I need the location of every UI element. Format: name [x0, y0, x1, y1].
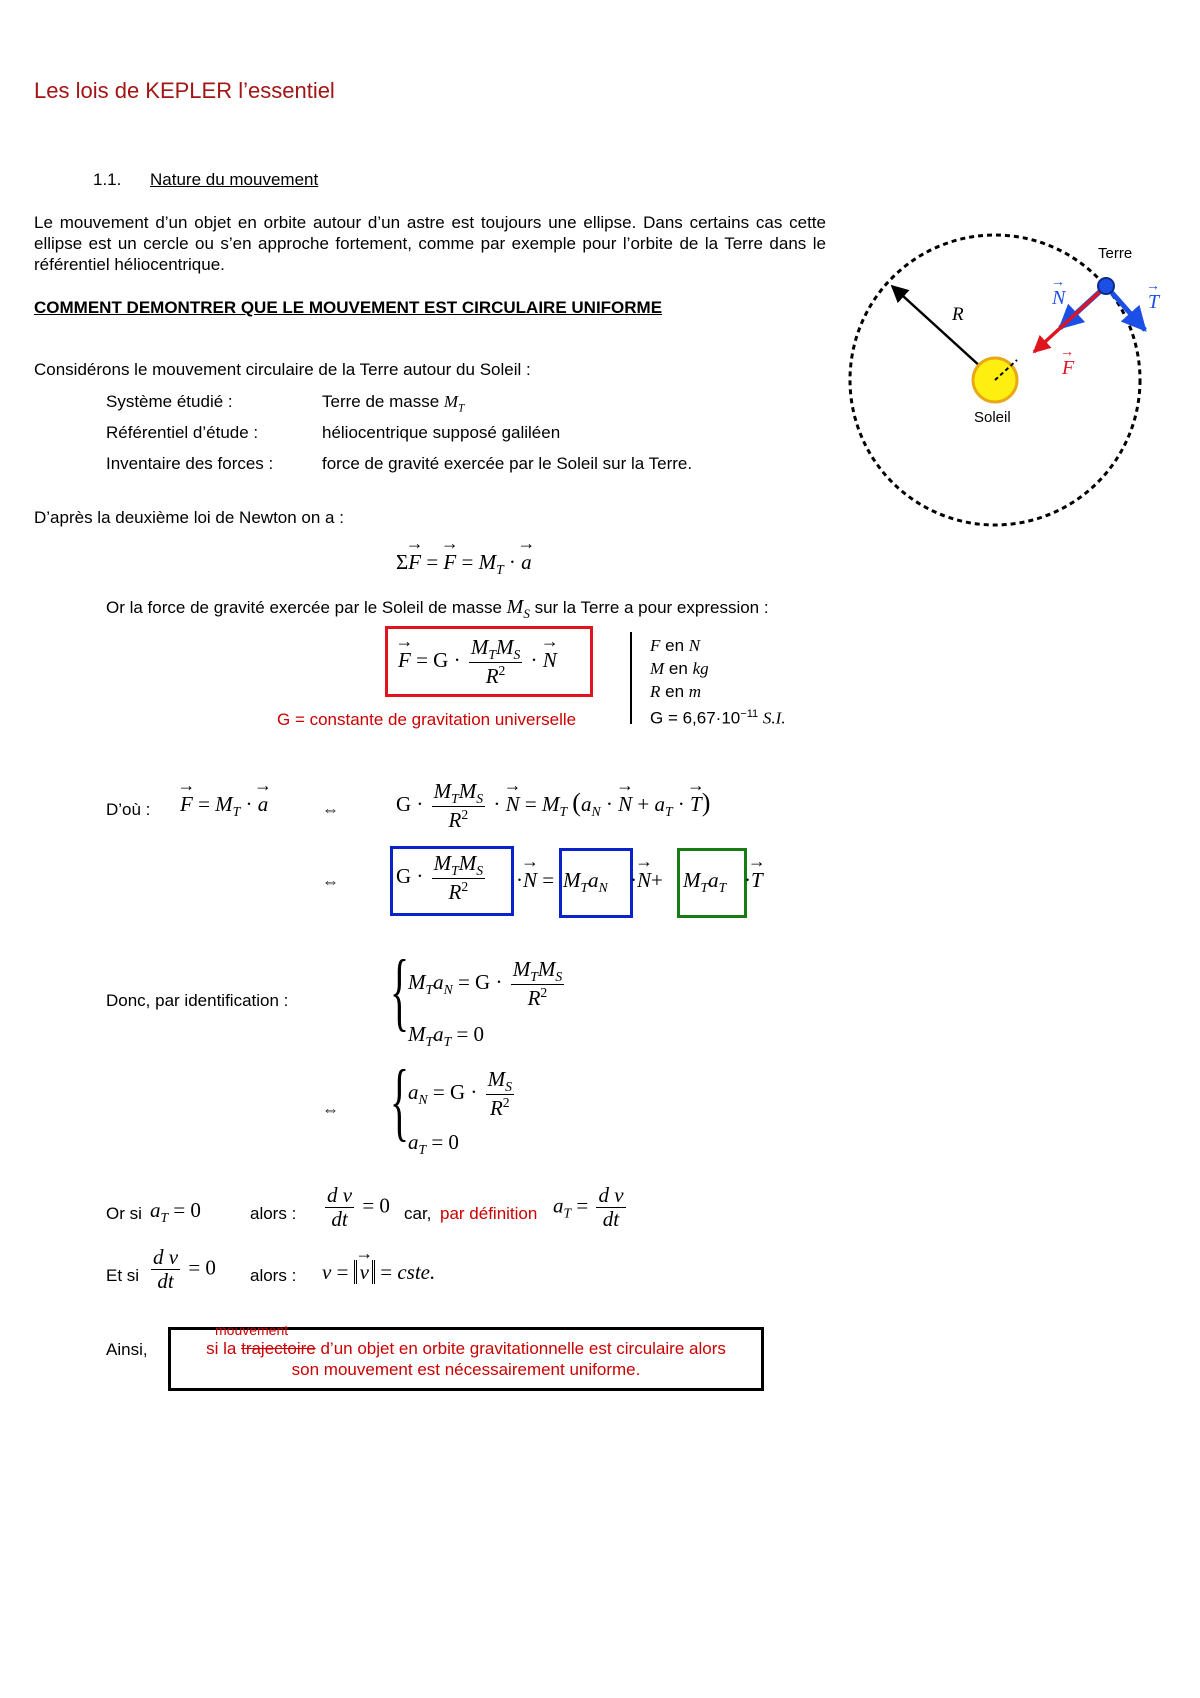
intro-paragraph: Le mouvement d’un objet en orbite autour d’un astre est toujours une ellipse. Dans certains cas cette ellipse est un cercle ou s’en approche fortement, comme par exemple pour l’orbite de la Terre dans le référentiel héliocentrique.: [34, 213, 826, 274]
referentiel-label: Référentiel d’étude :: [106, 423, 259, 442]
system-line-2: $M_Ta_T = 0$: [408, 1022, 485, 1050]
systeme-value: Terre de masse $M_T$: [322, 392, 465, 415]
boxed-term-tangential: $M_Ta_T$: [683, 868, 727, 896]
system-line-3: $a_N = G$ · $\frac{M_S}{R^2}$: [408, 1067, 512, 1121]
conclusion-line-1: si la trajectoire d’un objet en orbite gravitationnelle est circulaire alors: [206, 1339, 726, 1358]
considerons-line: Considérons le mouvement circulaire de la Terre autour du Soleil :: [34, 360, 531, 379]
or-si-condition: $a_T = 0$: [150, 1198, 201, 1226]
conclusion-line-2: son mouvement est nécessairement uniforme.: [291, 1360, 641, 1379]
orbit-diagram: [840, 228, 1180, 538]
gravity-intro: Or la force de gravité exercée par le Soleil de masse $M_S$ sur la Terre a pour expression :: [106, 596, 769, 621]
boxed-tail: ·→ T: [744, 868, 763, 893]
method-heading: COMMENT DEMONTRER QUE LE MOUVEMENT EST CIRCULAIRE UNIFORME: [34, 298, 663, 317]
units-list: F en N M en kg R en m $G = 6,67\cdot 10^{-11}$ S.I.: [650, 636, 786, 728]
inventaire-value: force de gravité exercée par le Soleil sur la Terre.: [322, 454, 693, 473]
section-number: 1.1.: [93, 170, 122, 189]
dou-label: D’où :: [106, 800, 151, 819]
force-vector-label-arrow: →: [1060, 343, 1074, 359]
ainsi-label: Ainsi,: [106, 1340, 148, 1359]
inventaire-label: Inventaire des forces :: [106, 454, 274, 473]
et-si-label: Et si: [106, 1266, 140, 1285]
n-vector-label-arrow: →: [1051, 273, 1065, 289]
equivalence-sign: ⇔: [322, 800, 339, 819]
system-brace: {: [390, 1053, 410, 1150]
boxed-equation: G · $\frac{M_TM_S}{R^2}$: [396, 851, 484, 905]
force-vector-label: F: [1062, 357, 1075, 379]
or-si-result: $\frac{\text{d v}}{dt}$ = 0: [327, 1183, 390, 1232]
boxed-equation-rhs: ·→ N =: [516, 868, 554, 893]
system-line-4: $a_T = 0$: [408, 1130, 459, 1158]
system-line-1: $M_Ta_N = G$ · $\frac{M_TM_S}{R^2}$: [408, 957, 563, 1011]
tangential-definition: $a_T$ = $\frac{\text{d v}}{dt}$: [553, 1183, 624, 1232]
systeme-label: Système étudié :: [106, 392, 233, 411]
t-vector-label-arrow: →: [1146, 277, 1160, 293]
referentiel-value: héliocentrique supposé galiléen: [322, 423, 561, 442]
par-definition-label: par définition: [440, 1204, 538, 1223]
radius-label: R: [952, 304, 964, 325]
system-brace: {: [390, 943, 410, 1040]
t-vector-label: T: [1148, 291, 1160, 313]
alors-label: alors :: [250, 1266, 297, 1285]
et-si-result: v = → v = cste.: [322, 1260, 435, 1285]
dou-equation-right: G · $\frac{M_TM_S}{R^2}$ · → $N = M_T$ ($a_N$ · → $N + a_T$ · → T): [396, 780, 710, 832]
car-label: car,: [404, 1204, 432, 1223]
donc-label: Donc, par identification :: [106, 991, 289, 1010]
dou-equation-left: → $F = M_T$ · → a: [180, 792, 268, 820]
equivalence-sign: ⇔: [322, 872, 339, 891]
gravity-law-formula: → F = G · $\frac{M_TM_S}{R^2}$ · → N: [398, 636, 557, 688]
n-vector-label: N: [1052, 287, 1066, 309]
units-divider: [630, 632, 632, 724]
or-si-label: Or si: [106, 1204, 142, 1223]
earth-icon: [1098, 278, 1114, 294]
earth-label: Terre: [1098, 245, 1133, 262]
boxed-plus: ·→ N+: [630, 868, 663, 893]
boxed-term-normal: $M_Ta_N$: [563, 868, 608, 896]
sun-label: Soleil: [974, 409, 1011, 426]
newton-equation: Σ→ F = → $F = M_T$ · → a: [396, 550, 532, 578]
page-title: Les lois de KEPLER l’essentiel: [34, 78, 335, 103]
section-title: Nature du mouvement: [150, 170, 319, 189]
newton-intro: D’après la deuxième loi de Newton on a :: [34, 508, 344, 527]
equivalence-sign: ⇔: [322, 1100, 339, 1119]
g-definition: G = constante de gravitation universelle: [277, 710, 577, 729]
conclusion-inserted-word: mouvement: [215, 1322, 289, 1338]
alors-label: alors :: [250, 1204, 297, 1223]
et-si-condition: $\frac{\text{d v}}{dt}$ = 0: [153, 1245, 216, 1294]
